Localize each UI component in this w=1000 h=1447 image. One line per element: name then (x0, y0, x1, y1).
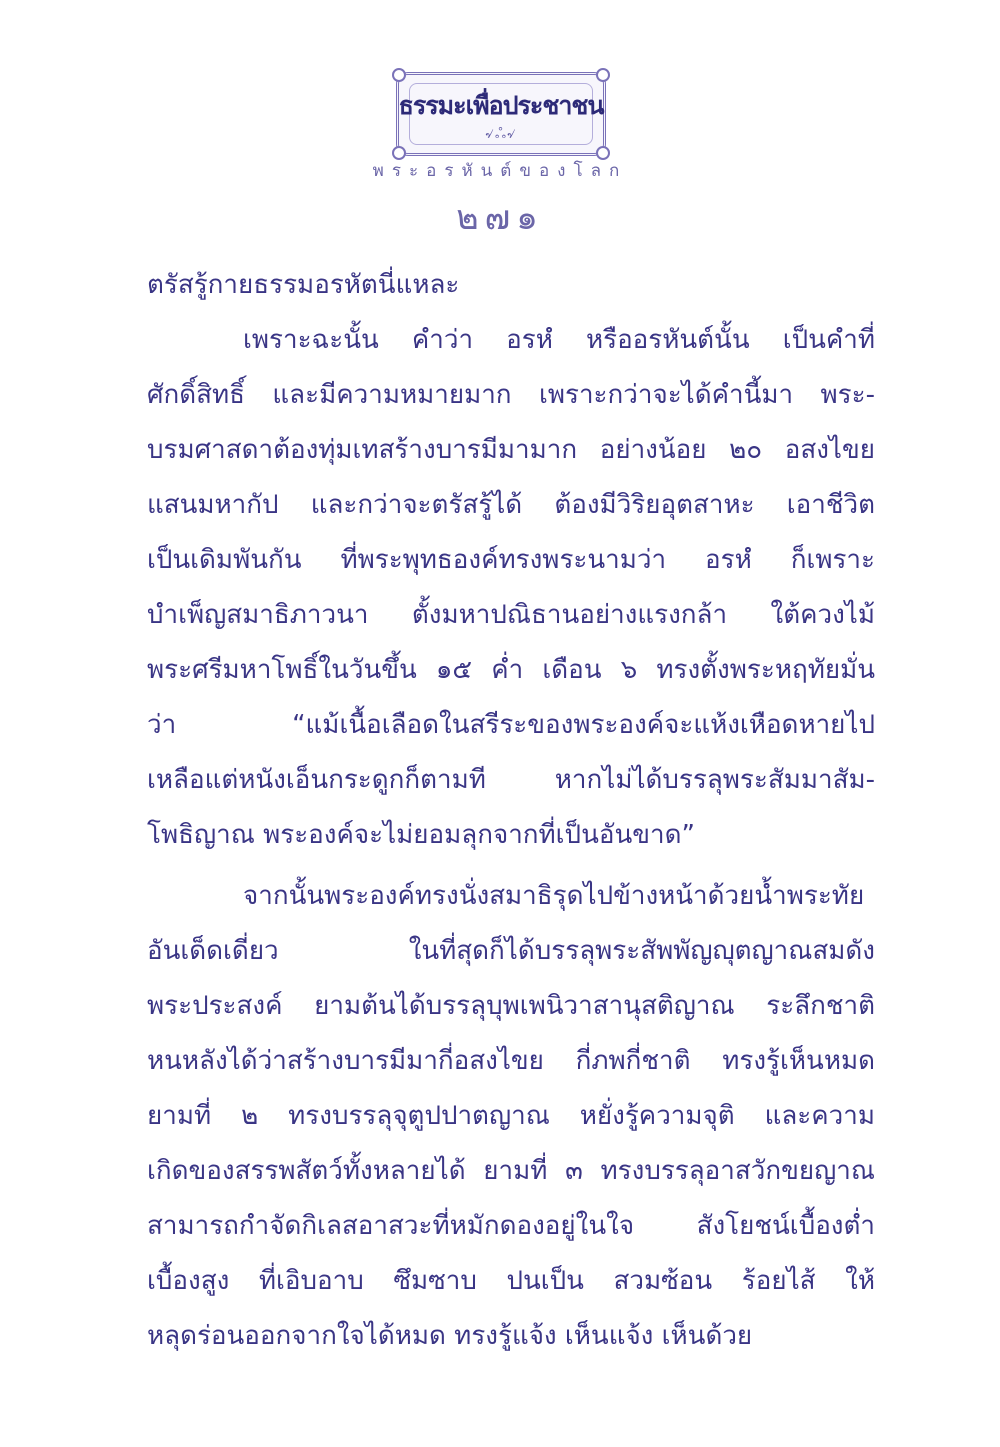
text-line: พระประสงค์ ยามต้นได้บรรลุบุพเพนิวาสานุสติญาณ ระลึกชาติ (147, 991, 875, 1021)
text-line: ยามที่ ๒ ทรงบรรลุจุตูปปาตญาณ หยั่งรู้ความจุติ และความ (147, 1101, 875, 1131)
logo-text: ธรรมะเพื่อประชาชน (398, 91, 604, 120)
logo-ornament-icon: ৵ஃ৵ (485, 126, 517, 142)
text-line: พระศรีมหาโพธิ์ในวันขึ้น ๑๕ ค่ำ เดือน ๖ ทรงตั้งพระหฤทัยมั่น (147, 655, 875, 685)
page-number: ๒๗๑ (456, 198, 544, 238)
text-line: แสนมหากัป และกว่าจะตรัสรู้ได้ ต้องมีวิริยอุตสาหะ เอาชีวิต (147, 490, 875, 520)
text-line: บำเพ็ญสมาธิภาวนา ตั้งมหาปณิธานอย่างแรงกล้า ใต้ควงไม้ (147, 600, 875, 630)
text-line: หนหลังได้ว่าสร้างบารมีมากี่อสงไขย กี่ภพกี่ชาติ ทรงรู้เห็นหมด (147, 1046, 875, 1076)
text-line: หลุดร่อนออกจากใจได้หมด ทรงรู้แจ้ง เห็นแจ้ง เห็นด้วย (147, 1321, 753, 1351)
logo-corner-ornament (392, 68, 406, 82)
text-line: จากนั้นพระองค์ทรงนั่งสมาธิรุดไปข้างหน้าด้วยน้ำพระทัย (243, 881, 865, 911)
paragraph (147, 869, 875, 1364)
text-line: เหลือแต่หนังเอ็นกระดูกก็ตามที หากไม่ได้บรรลุพระสัมมาสัม- (147, 765, 875, 795)
logo-corner-ornament (596, 68, 610, 82)
text-line: เกิดของสรรพสัตว์ทั้งหลายได้ ยามที่ ๓ ทรงบรรลุอาสวักขยญาณ (147, 1156, 875, 1186)
paragraph (147, 313, 875, 863)
book-title: พระอรหันต์ของโลก (372, 161, 628, 181)
text-line: ตรัสรู้กายธรรมอรหัตนี่แหละ (147, 270, 460, 300)
paragraph (147, 258, 875, 313)
text-line: เบื้องสูง ที่เอิบอาบ ซึมซาบ ปนเป็น สวมซ้อน ร้อยไส้ ให้ (147, 1266, 875, 1296)
text-line: บรมศาสดาต้องทุ่มเทสร้างบารมีมามาก อย่างน้อย ๒๐ อสงไขย (147, 435, 875, 465)
text-line: เพราะฉะนั้น คำว่า อรหํ หรืออรหันต์นั้น เป็นคำที่ (243, 325, 875, 355)
text-line: เป็นเดิมพันกัน ที่พระพุทธองค์ทรงพระนามว่า อรหํ ก็เพราะ (147, 545, 875, 575)
text-line: สามารถกำจัดกิเลสอาสวะที่หมักดองอยู่ในใจ สังโยชน์เบื้องต่ำ (147, 1211, 875, 1241)
series-logo (396, 72, 606, 156)
text-line: ศักดิ์สิทธิ์ และมีความหมายมาก เพราะกว่าจะได้คำนี้มา พระ- (147, 380, 875, 410)
text-line: โพธิญาณ พระองค์จะไม่ยอมลุกจากที่เป็นอันขาด” (147, 820, 695, 850)
text-line: อันเด็ดเดี่ยว ในที่สุดก็ได้บรรลุพระสัพพัญญุตญาณสมดัง (147, 936, 875, 966)
text-line: ว่า “แม้เนื้อเลือดในสรีระของพระองค์จะแห้งเหือดหายไป (147, 710, 875, 740)
body-text (147, 258, 875, 1364)
